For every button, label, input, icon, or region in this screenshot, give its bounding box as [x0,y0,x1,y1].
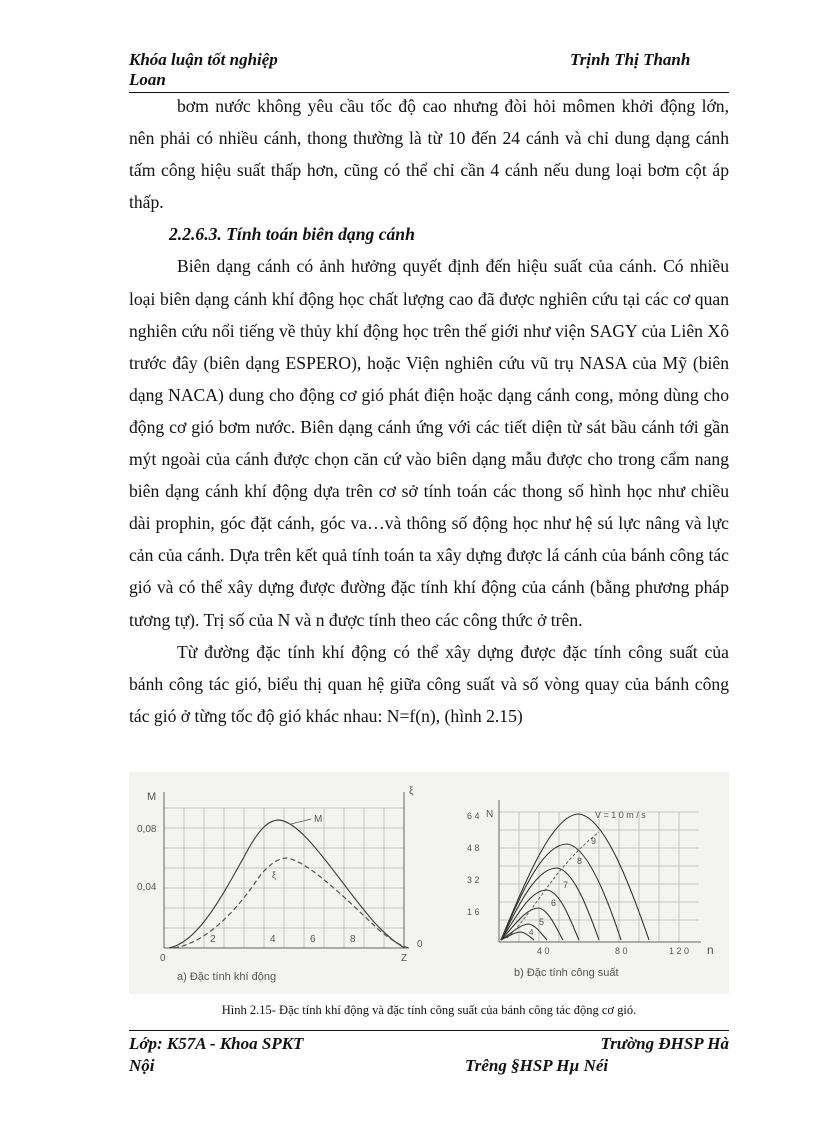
curve-xi-label: ξ [272,870,277,880]
footer-university: Trường ĐHSP Hà [600,1034,729,1053]
figure-2-15 [129,772,729,994]
curve-label-4: 4 [529,928,534,937]
right-subcaption: b) Đặc tính công suất [514,967,619,979]
body-text [129,90,729,732]
figure-graphic [129,772,729,994]
footer-class-cont: Nội [129,1056,155,1075]
left-subcaption: a) Đặc tính khí động [177,971,277,983]
curve-label-7: 7 [563,880,569,890]
figure-caption: Hình 2.15- Đặc tính khí động và đặc tính công suất của bánh công tác động cơ gió. [221,1003,637,1017]
curve-m-label: M [314,814,323,825]
curve-label-9: 9 [591,836,597,846]
right-x-tick-80: 8 0 [615,946,628,956]
curve-label-6: 6 [551,898,557,908]
left-y-axis-label: M [147,791,157,803]
right-x-axis-label: n [707,943,714,957]
right-y-tick-32: 3 2 [467,875,480,885]
left-x-tick-4: 4 [270,934,276,945]
footer-rule [129,1030,729,1031]
header-author: Trịnh Thị Thanh [570,50,691,69]
paragraph-blade-profile: Biên dạng cánh có ảnh hưởng quyết định đến hiệu suất của cánh. Có nhiều loại biên dạng cánh khí động học chất lượng cao đã được nghiên cứu tại các cơ quan nghiên cứu nổi tiếng về thủy khí động học trên thế giới như viện SAGY của Liên Xô trước đây (biên dạng ESPERO), hoặc Viện nghiên cứu vũ trụ NASA của Mỹ (biên dạng NACA) dung cho động cơ gió phát điện hoặc dạng cánh cong, mỏng dùng cho động cơ gió bơm nước. Biên dạng cánh ứng với các tiết diện từ sát bầu cánh tới gần mýt ngoài của cánh được chọn căn cứ vào biên dạng mẫu được cho trong cẩm nang biên dạng cánh khí động dựa trên cơ sở tính toán các thong số hình học như chiều dài prophin, góc đặt cánh, góc va…và thông số động học như hệ sú lực nâng và lực cản của cánh. Dựa trên kết quả tính toán ta xây dựng được lá cánh của bánh công tác gió và có thể xây dựng được đường đặc tính khí động của cánh (bằng phương pháp tương tự). Trị số của N và n được tính theo các công thức ở trên. [129,256,729,630]
right-x-tick-40: 4 0 [537,946,550,956]
paragraph-power-characteristic: Từ đường đặc tính khí động có thể xây dựng được đặc tính công suất của bánh công tác gió, biểu thị quan hệ giữa công suất và số vòng quay của bánh công tác gió ở từng tốc độ gió khác nhau: N=f(n), (hình 2.15) [129,641,729,726]
left-y-tick-004: 0,04 [137,882,157,893]
right-y-tick-48: 4 8 [467,843,480,853]
header-thesis-title: Khóa luận tốt nghiệp [129,50,278,69]
left-right-axis-label: ξ [409,786,414,797]
left-x-label-z: Z [401,953,408,964]
left-x-tick-6: 6 [310,934,316,945]
curve-label-8: 8 [577,856,583,866]
right-y-tick-64: 6 4 [467,811,480,821]
left-x-tick-2: 2 [210,934,216,945]
curve-label-5: 5 [539,917,545,927]
section-heading: 2.2.6.3. Tính toán biên dạng cánh [169,224,415,245]
footer-class: Lớp: K57A - Khoa SPKT [129,1034,304,1053]
speed-label: V = 1 0 m / s [595,810,646,820]
paragraph-pump-blades: bơm nước không yêu cầu tốc độ cao nhưng đòi hỏi mômen khởi động lớn, nên phải có nhiều cánh, thong thường là từ 10 đến 24 cánh và chỉ dung dạng cánh tấm công hiệu suất thấp hơn, cũng có thể chỉ cần 4 cánh nếu dung loại bơm cột áp thấp. [129,96,729,213]
footer-university-encoded: Trêng §HSP Hµ Néi [465,1056,609,1075]
left-x-tick-0: 0 [160,953,166,964]
left-x-tick-8: 8 [350,934,356,945]
right-x-tick-120: 1 2 0 [669,946,690,956]
right-y-axis-label: N [486,809,494,820]
left-right-zero: 0 [417,939,423,950]
right-y-tick-16: 1 6 [467,907,480,917]
header-author-cont: Loan [129,70,166,89]
left-y-tick-008: 0,08 [137,824,157,835]
